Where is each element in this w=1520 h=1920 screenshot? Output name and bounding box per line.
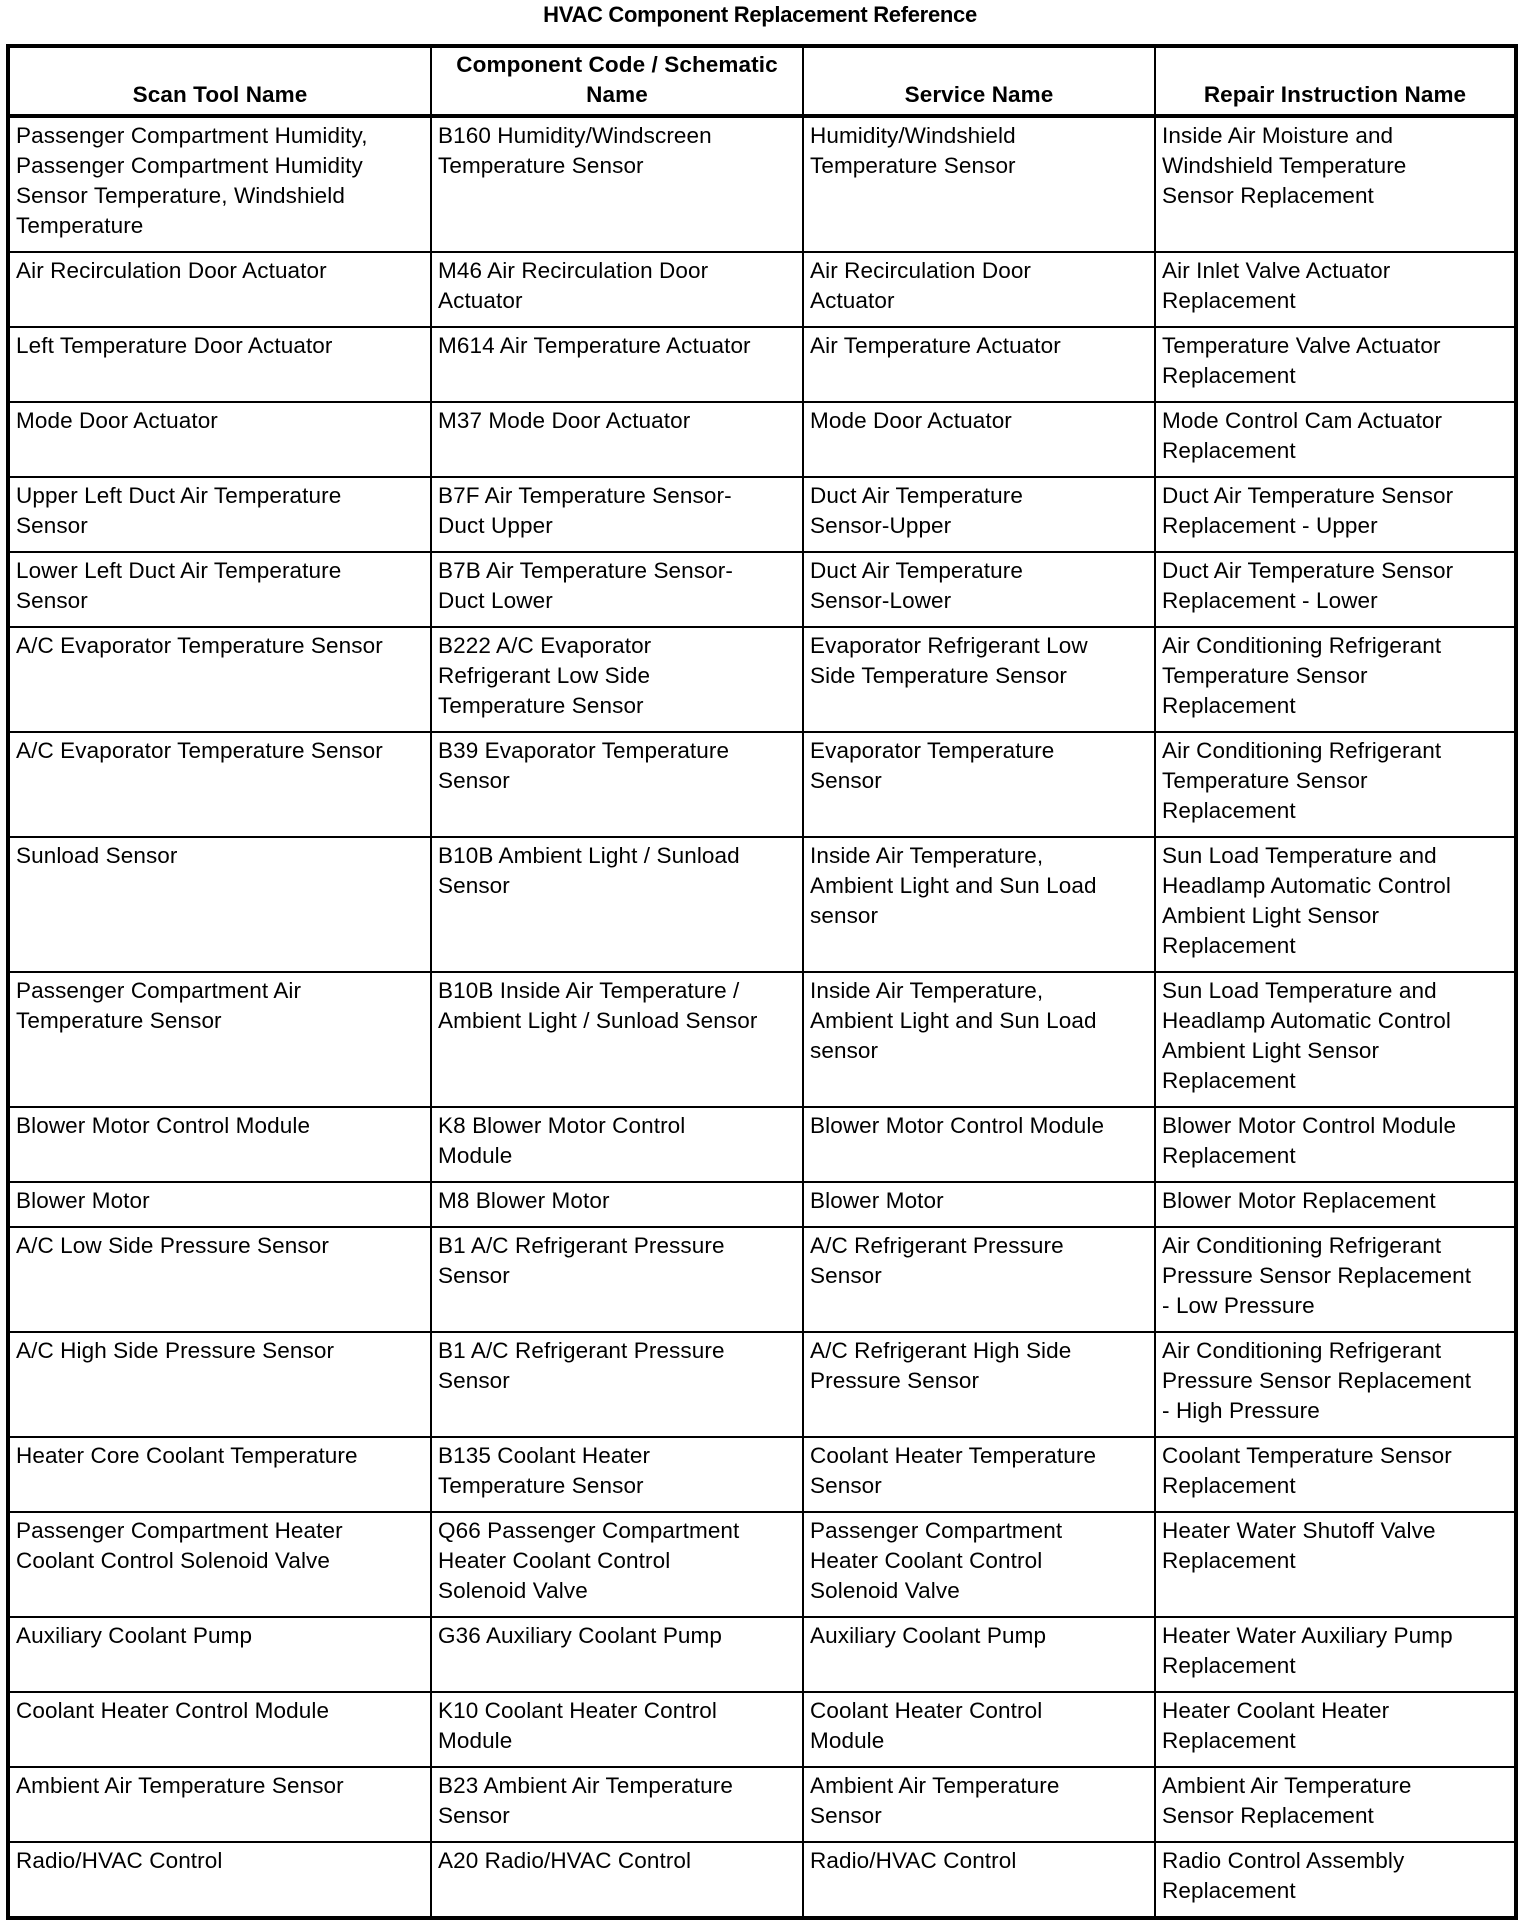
service-name-cell: Inside Air Temperature, Ambient Light and Sun Load sensor [803, 972, 1155, 1107]
header-scan-tool-name: Scan Tool Name [8, 46, 431, 116]
table-row [8, 627, 1516, 732]
repair-instruction-cell: Temperature Valve Actuator Replacement [1155, 327, 1516, 402]
hvac-component-table [6, 44, 1518, 1920]
scan-tool-name-cell: Passenger Compartment Heater Coolant Control Solenoid Valve [8, 1512, 431, 1617]
service-name-cell: A/C Refrigerant Pressure Sensor [803, 1227, 1155, 1332]
repair-instruction-cell: Air Conditioning Refrigerant Temperature Sensor Replacement [1155, 627, 1516, 732]
table-row [8, 1182, 1516, 1227]
repair-instruction-cell: Heater Water Shutoff Valve Replacement [1155, 1512, 1516, 1617]
component-code-cell: B135 Coolant Heater Temperature Sensor [431, 1437, 803, 1512]
scan-tool-name-cell: Left Temperature Door Actuator [8, 327, 431, 402]
scan-tool-name-cell: Blower Motor [8, 1182, 431, 1227]
service-name-cell: Humidity/Windshield Temperature Sensor [803, 116, 1155, 252]
table-row [8, 1107, 1516, 1182]
repair-instruction-cell: Heater Coolant Heater Replacement [1155, 1692, 1516, 1767]
repair-instruction-cell: Inside Air Moisture and Windshield Temperature Sensor Replacement [1155, 116, 1516, 252]
scan-tool-name-cell: Blower Motor Control Module [8, 1107, 431, 1182]
service-name-cell: Air Temperature Actuator [803, 327, 1155, 402]
service-name-cell: Ambient Air Temperature Sensor [803, 1767, 1155, 1842]
table-row [8, 252, 1516, 327]
table-row [8, 732, 1516, 837]
repair-instruction-cell: Air Conditioning Refrigerant Temperature Sensor Replacement [1155, 732, 1516, 837]
repair-instruction-cell: Ambient Air Temperature Sensor Replacement [1155, 1767, 1516, 1842]
scan-tool-name-cell: Radio/HVAC Control [8, 1842, 431, 1918]
component-code-cell: B10B Inside Air Temperature / Ambient Light / Sunload Sensor [431, 972, 803, 1107]
component-code-cell: B23 Ambient Air Temperature Sensor [431, 1767, 803, 1842]
service-name-cell: Mode Door Actuator [803, 402, 1155, 477]
repair-instruction-cell: Mode Control Cam Actuator Replacement [1155, 402, 1516, 477]
repair-instruction-cell: Air Inlet Valve Actuator Replacement [1155, 252, 1516, 327]
component-code-cell: B7F Air Temperature Sensor- Duct Upper [431, 477, 803, 552]
repair-instruction-cell: Air Conditioning Refrigerant Pressure Sensor Replacement - High Pressure [1155, 1332, 1516, 1437]
component-code-cell: G36 Auxiliary Coolant Pump [431, 1617, 803, 1692]
table-row [8, 1332, 1516, 1437]
service-name-cell: Coolant Heater Temperature Sensor [803, 1437, 1155, 1512]
repair-instruction-cell: Coolant Temperature Sensor Replacement [1155, 1437, 1516, 1512]
table-row [8, 1842, 1516, 1918]
document-title: HVAC Component Replacement Reference [543, 2, 977, 27]
service-name-cell: Blower Motor Control Module [803, 1107, 1155, 1182]
service-name-cell: Blower Motor [803, 1182, 1155, 1227]
table-row [8, 1767, 1516, 1842]
scan-tool-name-cell: Upper Left Duct Air Temperature Sensor [8, 477, 431, 552]
component-code-cell: M46 Air Recirculation Door Actuator [431, 252, 803, 327]
service-name-cell: Evaporator Temperature Sensor [803, 732, 1155, 837]
scan-tool-name-cell: A/C Low Side Pressure Sensor [8, 1227, 431, 1332]
service-name-cell: Passenger Compartment Heater Coolant Control Solenoid Valve [803, 1512, 1155, 1617]
component-code-cell: M8 Blower Motor [431, 1182, 803, 1227]
service-name-cell: Radio/HVAC Control [803, 1842, 1155, 1918]
component-code-cell: M614 Air Temperature Actuator [431, 327, 803, 402]
component-code-cell: B10B Ambient Light / Sunload Sensor [431, 837, 803, 972]
repair-instruction-cell: Radio Control Assembly Replacement [1155, 1842, 1516, 1918]
scan-tool-name-cell: Heater Core Coolant Temperature [8, 1437, 431, 1512]
component-code-cell: B1 A/C Refrigerant Pressure Sensor [431, 1332, 803, 1437]
scan-tool-name-cell: A/C Evaporator Temperature Sensor [8, 732, 431, 837]
table-row [8, 1692, 1516, 1767]
repair-instruction-cell: Duct Air Temperature Sensor Replacement - Lower [1155, 552, 1516, 627]
table-row [8, 1227, 1516, 1332]
table-row [8, 477, 1516, 552]
service-name-cell: Duct Air Temperature Sensor-Upper [803, 477, 1155, 552]
table-row [8, 327, 1516, 402]
repair-instruction-cell: Blower Motor Control Module Replacement [1155, 1107, 1516, 1182]
header-service-name: Service Name [803, 46, 1155, 116]
scan-tool-name-cell: Coolant Heater Control Module [8, 1692, 431, 1767]
component-code-cell: A20 Radio/HVAC Control [431, 1842, 803, 1918]
scan-tool-name-cell: Mode Door Actuator [8, 402, 431, 477]
table-row [8, 552, 1516, 627]
header-component-code: Component Code / Schematic Name [431, 46, 803, 116]
table-row [8, 1617, 1516, 1692]
table-row [8, 402, 1516, 477]
repair-instruction-cell: Blower Motor Replacement [1155, 1182, 1516, 1227]
service-name-cell: Coolant Heater Control Module [803, 1692, 1155, 1767]
component-code-cell: B222 A/C Evaporator Refrigerant Low Side Temperature Sensor [431, 627, 803, 732]
table-header-row [8, 46, 1516, 116]
component-code-cell: Q66 Passenger Compartment Heater Coolant Control Solenoid Valve [431, 1512, 803, 1617]
service-name-cell: Auxiliary Coolant Pump [803, 1617, 1155, 1692]
component-code-cell: K10 Coolant Heater Control Module [431, 1692, 803, 1767]
service-name-cell: Inside Air Temperature, Ambient Light and Sun Load sensor [803, 837, 1155, 972]
table-row [8, 972, 1516, 1107]
scan-tool-name-cell: Lower Left Duct Air Temperature Sensor [8, 552, 431, 627]
service-name-cell: A/C Refrigerant High Side Pressure Sensor [803, 1332, 1155, 1437]
repair-instruction-cell: Air Conditioning Refrigerant Pressure Sensor Replacement - Low Pressure [1155, 1227, 1516, 1332]
table-row [8, 1437, 1516, 1512]
table-row [8, 116, 1516, 252]
service-name-cell: Air Recirculation Door Actuator [803, 252, 1155, 327]
scan-tool-name-cell: Passenger Compartment Air Temperature Sensor [8, 972, 431, 1107]
component-code-cell: M37 Mode Door Actuator [431, 402, 803, 477]
repair-instruction-cell: Duct Air Temperature Sensor Replacement - Upper [1155, 477, 1516, 552]
repair-instruction-cell: Sun Load Temperature and Headlamp Automatic Control Ambient Light Sensor Replacement [1155, 837, 1516, 972]
scan-tool-name-cell: Auxiliary Coolant Pump [8, 1617, 431, 1692]
component-code-cell: B1 A/C Refrigerant Pressure Sensor [431, 1227, 803, 1332]
component-code-cell: B39 Evaporator Temperature Sensor [431, 732, 803, 837]
component-code-cell: K8 Blower Motor Control Module [431, 1107, 803, 1182]
scan-tool-name-cell: A/C High Side Pressure Sensor [8, 1332, 431, 1437]
table-row [8, 837, 1516, 972]
repair-instruction-cell: Sun Load Temperature and Headlamp Automatic Control Ambient Light Sensor Replacement [1155, 972, 1516, 1107]
scan-tool-name-cell: A/C Evaporator Temperature Sensor [8, 627, 431, 732]
repair-instruction-cell: Heater Water Auxiliary Pump Replacement [1155, 1617, 1516, 1692]
component-code-cell: B160 Humidity/Windscreen Temperature Sensor [431, 116, 803, 252]
service-name-cell: Evaporator Refrigerant Low Side Temperature Sensor [803, 627, 1155, 732]
scan-tool-name-cell: Ambient Air Temperature Sensor [8, 1767, 431, 1842]
table-row [8, 1512, 1516, 1617]
header-repair-instruction-name: Repair Instruction Name [1155, 46, 1516, 116]
service-name-cell: Duct Air Temperature Sensor-Lower [803, 552, 1155, 627]
scan-tool-name-cell: Passenger Compartment Humidity, Passenger Compartment Humidity Sensor Temperature, Windshield Temperature [8, 116, 431, 252]
scan-tool-name-cell: Air Recirculation Door Actuator [8, 252, 431, 327]
component-code-cell: B7B Air Temperature Sensor- Duct Lower [431, 552, 803, 627]
scan-tool-name-cell: Sunload Sensor [8, 837, 431, 972]
